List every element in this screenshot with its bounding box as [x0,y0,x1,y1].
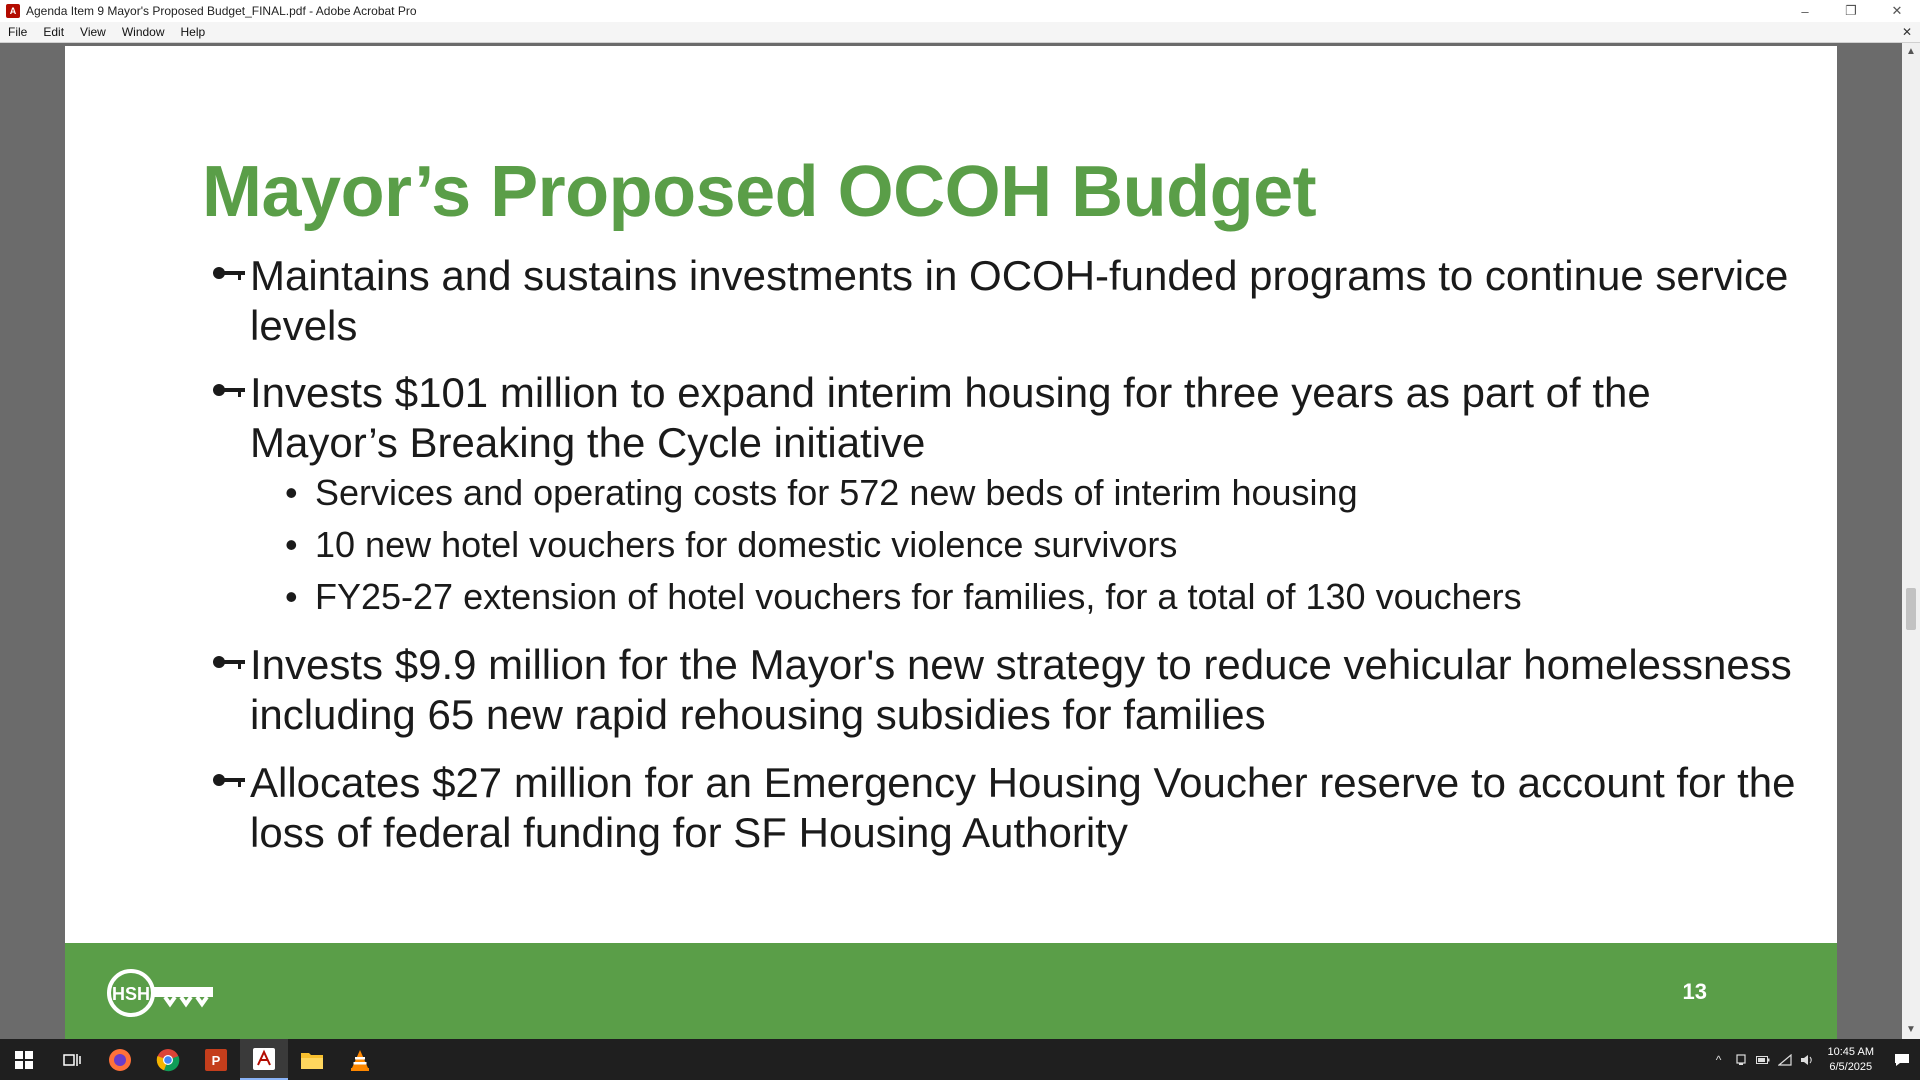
close-document-button[interactable]: ✕ [1901,25,1912,39]
chrome-taskbar-button[interactable] [144,1039,192,1080]
bullet-item [250,758,1810,858]
window-title: Agenda Item 9 Mayor's Proposed Budget_FINAL.pdf - Adobe Acrobat Pro [26,4,417,18]
sub-bullet-text: FY25-27 extension of hotel vouchers for families, for a total of 130 vouchers [315,576,1522,617]
menu-help[interactable]: Help [180,25,206,39]
firefox-icon [108,1048,132,1072]
acrobat-taskbar-button[interactable] [240,1039,288,1080]
scroll-up-button[interactable]: ▲ [1906,46,1916,57]
bullet-item [250,368,1810,468]
sub-bullet-item [285,523,1178,567]
chrome-icon [156,1048,180,1072]
vertical-scrollbar[interactable] [1902,43,1920,1039]
volume-icon[interactable] [1796,1039,1818,1080]
bullet-item [250,640,1810,740]
network-icon[interactable] [1774,1039,1796,1080]
system-tray [1708,1039,1920,1080]
windows-start-icon [15,1051,33,1069]
folder-icon [300,1050,324,1070]
bullet-text: Invests $9.9 million for the Mayor's new strategy to reduce vehicular homelessness including 65 new rapid rehousing subsidies for families [250,641,1792,738]
menu-view[interactable]: View [80,25,106,39]
taskbar [0,1039,1920,1080]
window-controls [1782,0,1920,22]
sub-bullet-item [285,471,1358,515]
powerpoint-taskbar-button[interactable] [192,1039,240,1080]
menu-file[interactable]: File [8,25,28,39]
clock-time: 10:45 AM [1827,1045,1874,1058]
start-button[interactable] [0,1039,48,1080]
menu-edit[interactable]: Edit [43,25,65,39]
logo-text: HSH [111,984,151,1004]
key-bullet-icon [212,770,246,790]
bullet-text: Invests $101 million to expand interim housing for three years as part of the Mayor’s Breaking the Cycle initiative [250,369,1651,466]
bullet-text: Maintains and sustains investments in OCOH-funded programs to continue service levels [250,252,1789,349]
powerpoint-icon [205,1049,227,1071]
close-button[interactable]: ✕ [1891,3,1903,18]
bullet-text: Allocates $27 million for an Emergency Housing Voucher reserve to account for the loss of federal funding for SF Housing Authority [250,759,1796,856]
sub-bullet-text: Services and operating costs for 572 new beds of interim housing [315,472,1358,513]
vlc-cone-icon [349,1049,371,1071]
page-number: 13 [1682,979,1707,1004]
notification-center-button[interactable] [1884,1039,1920,1080]
minimize-button[interactable]: – [1801,3,1809,19]
document-viewport[interactable] [0,43,1902,1039]
restore-button[interactable]: ❐ [1845,3,1857,18]
slide-title: Mayor’s Proposed OCOH Budget [202,152,1317,232]
tray-chevron-icon[interactable]: ^ [1715,1052,1722,1067]
battery-icon[interactable] [1752,1039,1774,1080]
acrobat-icon [253,1048,275,1070]
pdf-page [65,46,1837,1039]
sub-bullet-text: 10 new hotel vouchers for domestic violence survivors [315,524,1178,565]
clock-date: 6/5/2025 [1829,1060,1873,1073]
key-bullet-icon [212,380,246,400]
slide-footer [65,943,1837,1039]
acrobat-app-icon: A [6,4,20,18]
task-view-icon [63,1052,81,1068]
vlc-taskbar-button[interactable] [336,1039,384,1080]
sub-bullet-dot: • [285,524,298,565]
menu-window[interactable]: Window [121,25,165,39]
scroll-down-button[interactable]: ▼ [1906,1024,1916,1035]
notification-icon [1894,1053,1910,1067]
device-icon[interactable] [1730,1039,1752,1080]
firefox-taskbar-button[interactable] [96,1039,144,1080]
sub-bullet-item [285,575,1522,619]
key-bullet-icon [212,652,246,672]
svg-text:P: P [211,1052,221,1068]
task-view-button[interactable] [48,1039,96,1080]
file-explorer-taskbar-button[interactable] [288,1039,336,1080]
taskbar-clock[interactable] [1818,1045,1884,1075]
hsh-key-logo [107,965,217,1021]
title-bar [0,0,1920,22]
sub-bullet-dot: • [285,472,298,513]
sub-bullet-dot: • [285,576,298,617]
scroll-thumb[interactable] [1906,588,1916,630]
key-bullet-icon [212,263,246,283]
bullet-item [250,251,1810,351]
menu-bar [0,22,1920,43]
